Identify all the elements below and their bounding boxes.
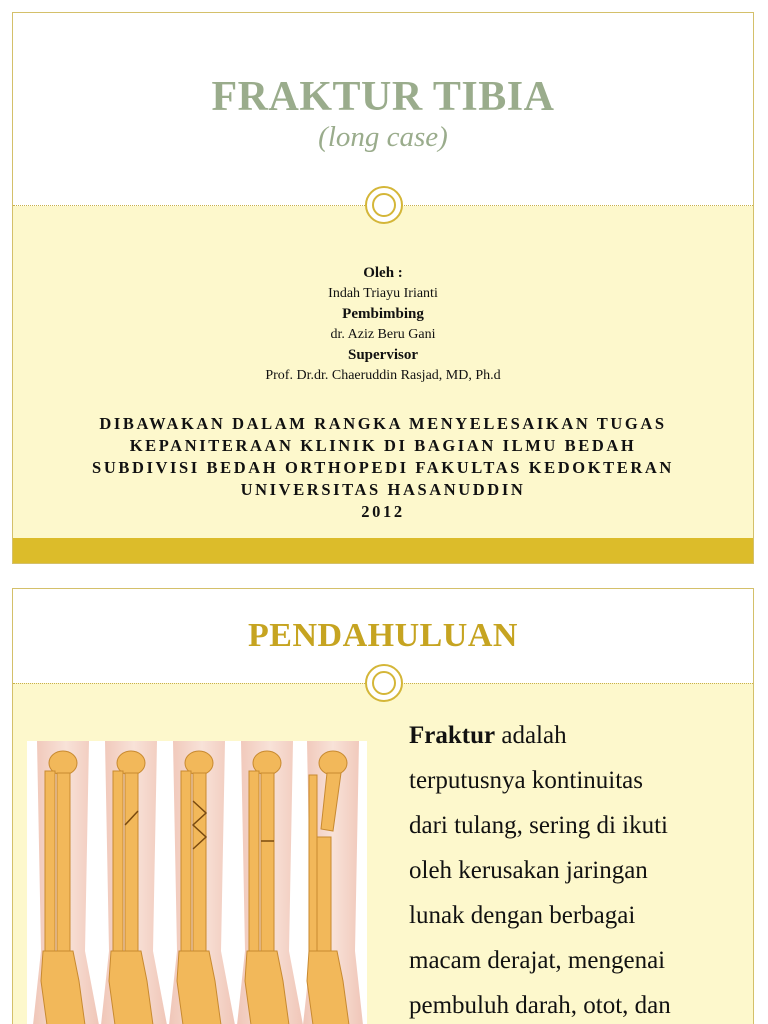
intro-slide	[12, 588, 754, 1024]
definition-first-line	[409, 713, 749, 758]
title-slide	[12, 12, 754, 564]
definition-line: macam derajat, mengenai	[409, 947, 666, 974]
purpose-line: DIBAWAKAN DALAM RANGKA MENYELESAIKAN TUGAS	[99, 414, 667, 433]
section-title: PENDAHULUAN	[248, 617, 518, 654]
year: 2012	[361, 502, 405, 521]
leg-displaced-fracture	[303, 741, 363, 1024]
definition-line: lunak dengan berbagai	[409, 902, 636, 929]
fracture-illustration-svg	[27, 741, 367, 1024]
footer-bar	[13, 538, 753, 563]
purpose-line: UNIVERSITAS HASANUDDIN	[240, 480, 526, 499]
circle-ornament-icon	[365, 186, 403, 224]
presentation-subtitle: (long case)	[318, 121, 448, 153]
title-header	[13, 13, 753, 206]
tibia-fracture-types-illustration	[27, 741, 367, 1024]
definition-line: dari tulang, sering di ikuti	[409, 812, 668, 839]
purpose-line: SUBDIVISI BEDAH ORTHOPEDI FAKULTAS KEDOKTERAN	[92, 458, 674, 477]
purpose-line: KEPANITERAAN KLINIK DI BAGIAN ILMU BEDAH	[129, 436, 637, 455]
author-label: Oleh :	[363, 265, 403, 281]
mentor-name: dr. Aziz Beru Gani	[330, 326, 436, 342]
definition-line: pembuluh darah, otot, dan	[409, 992, 671, 1019]
author-name: Indah Triayu Irianti	[328, 285, 438, 301]
purpose-statement	[13, 413, 753, 523]
mentor-label: Pembimbing	[342, 306, 424, 322]
definition-text	[409, 713, 749, 1024]
definition-line: adalah	[495, 722, 567, 749]
definition-line: oleh kerusakan jaringan	[409, 857, 648, 884]
credits-block	[13, 263, 753, 386]
definition-term: Fraktur	[409, 722, 496, 749]
definition-line: terputusnya kontinuitas	[409, 767, 643, 794]
presentation-title: FRAKTUR TIBIA	[211, 74, 555, 120]
supervisor-name: Prof. Dr.dr. Chaeruddin Rasjad, MD, Ph.d	[265, 367, 501, 383]
supervisor-label: Supervisor	[347, 347, 418, 363]
circle-ornament-icon	[365, 664, 403, 702]
